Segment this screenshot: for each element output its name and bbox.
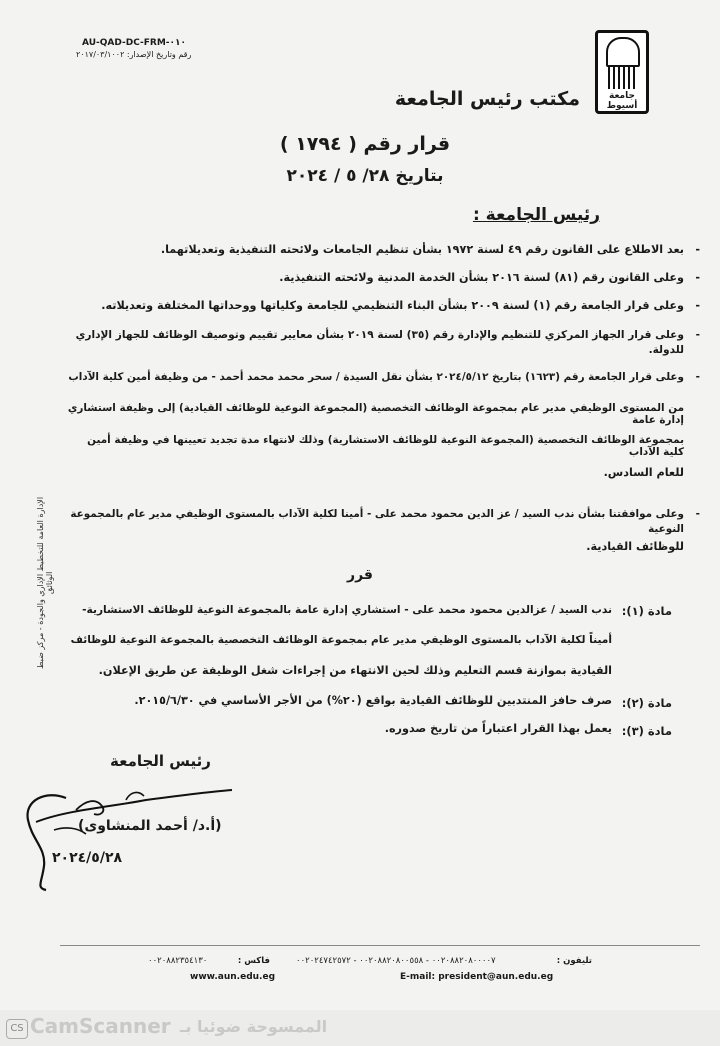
preamble-text: وعلى قرار الجامعة رقم (١) لسنة ٢٠٠٩ بشأن البناء التنظيمي للجامعة وكلياتها ووحداتها المختلفة وتعديلاته. <box>101 299 684 312</box>
article-text: القيادية بموازنة قسم التعليم وذلك لحين الانتهاء من إجراءات شغل الوظيفة عن طريق الإعلان. <box>98 664 612 677</box>
preamble-continuation: للعام السادس. <box>603 466 684 479</box>
signatory-title: رئيس الجامعة <box>110 752 211 770</box>
preamble-text: وعلى القانون رقم (٨١) لسنة ٢٠١٦ بشأن الخدمة المدنية ولائحته التنفيذية. <box>279 271 684 284</box>
form-code: AU-QAD-DC-FRM-٠١٠ <box>82 38 186 48</box>
article-text: أميناً لكلية الآداب بالمستوى الوظيفي مدير عام بمجموعة الوظائف التخصصية بالمجموعة النوعية للوظائف <box>70 634 612 646</box>
signatory-name: (أ.د/ أحمد المنشاوى) <box>78 818 222 834</box>
camscanner-icon: CS <box>6 1019 28 1039</box>
article-text: صرف حافز المنتدبين للوظائف القيادية بواقع (٢٠%) من الأجر الأساسي في ٢٠١٥/٦/٣٠. <box>134 694 612 707</box>
article-text: يعمل بهذا القرار اعتباراً من تاريخ صدوره. <box>384 722 612 735</box>
preamble-item: - بعد الاطلاع على القانون رقم ٤٩ لسنة ١٩٧٢ بشأن تنظيم الجامعات ولائحته التنفيذية وتعديلاتهما. <box>160 243 700 256</box>
logo-text: جامعة أسيوط <box>606 91 638 111</box>
article-text: ندب السيد / عزالدين محمود محمد على - استشاري إدارة عامة بالمجموعة النوعية للوظائف الاستشارية- <box>82 604 612 616</box>
scanner-watermark <box>0 1010 720 1046</box>
side-margin-note: الإدارة العامة للتخطيط الإداري والجودة - مركز ضبط الوثائق <box>36 496 54 670</box>
preamble-text: وعلى قرار الجهاز المركزي للتنظيم والإدارة رقم (٣٥) لسنة ٢٠١٩ بشأن معايير تقييم وتوصيف الوظائف للجهاز الإداري للدولة. <box>75 329 684 356</box>
preamble-continuation: من المستوى الوظيفي مدير عام بمجموعة الوظائف التخصصية (المجموعة النوعية للوظائف القيادية) إلى وظيفة استشاري إدارة عامة <box>67 402 684 426</box>
footer-divider <box>60 945 700 946</box>
decision-keyword: قرر <box>347 567 373 583</box>
website-url: www.aun.edu.eg <box>190 972 276 982</box>
fax-number: ٠٠٢٠٨٨٢٣٥٤١٣٠ <box>148 956 208 966</box>
decision-number: قرار رقم ( ١٧٩٤ ) <box>279 133 451 155</box>
issue-date: رقم وتاريخ الإصدار: ٢٠١٧/٠٣/١٠٠٢ <box>76 50 192 59</box>
article-label: مادة (٣): <box>621 724 672 738</box>
email-address: E-mail: president@aun.edu.eg <box>400 972 554 982</box>
article-label: مادة (٢): <box>621 696 672 710</box>
handwritten-date: ٢٠٢٤/٥/٢٨ <box>52 850 123 866</box>
preamble-item: - وعلى موافقتنا بشأن ندب السيد / عز الدين محمود محمد على - أمينا لكلية الآداب بالمستوى الوظيفي مدير عام بالمجموعة النوعية <box>70 508 700 535</box>
decision-date: بتاريخ ٢٨/ ٥ / ٢٠٢٤ <box>286 166 444 186</box>
preamble-item: - وعلى قرار الجهاز المركزي للتنظيم والإدارة رقم (٣٥) لسنة ٢٠١٩ بشأن معايير تقييم وتوصيف الوظائف للجهاز الإداري للدولة. <box>75 329 700 356</box>
president-heading: رئيس الجامعة : <box>472 205 600 225</box>
preamble-item: - وعلى القانون رقم (٨١) لسنة ٢٠١٦ بشأن الخدمة المدنية ولائحته التنفيذية. <box>279 271 700 284</box>
preamble-item: - وعلى قرار الجامعة رقم (١٦٢٣) بتاريخ ٢٠٢٤/٥/١٢ بشأن نقل السيدة / سحر محمد محمد أحمد - من وظيفة أمين كلية الآداب <box>68 371 700 383</box>
preamble-item: - وعلى قرار الجامعة رقم (١) لسنة ٢٠٠٩ بشأن البناء التنظيمي للجامعة وكلياتها ووحداتها المختلفة وتعديلاته. <box>101 299 700 312</box>
university-logo <box>595 30 649 114</box>
preamble-continuation: للوظائف القيادية. <box>586 540 684 553</box>
fax-label: فاكس : <box>237 956 270 966</box>
logo-columns-icon <box>608 67 636 89</box>
preamble-continuation: بمجموعة الوظائف التخصصية (المجموعة النوعية للوظائف الاستشارية) وذلك لانتهاء مدة تجديد تعيينها في وظيفة أمين كلية الآداب <box>87 434 684 458</box>
watermark-brand: CamScanner <box>30 1014 171 1038</box>
handwritten-signature <box>6 770 236 900</box>
watermark-arabic: الممسوحة ضوئيا بـ <box>180 1017 328 1036</box>
preamble-text: بعد الاطلاع على القانون رقم ٤٩ لسنة ١٩٧٢ بشأن تنظيم الجامعات ولائحته التنفيذية وتعديلاتهما. <box>160 243 684 256</box>
phone-label: تليفون : <box>556 956 592 966</box>
office-title: مكتب رئيس الجامعة <box>394 88 580 110</box>
preamble-text: وعلى قرار الجامعة رقم (١٦٢٣) بتاريخ ٢٠٢٤/٥/١٢ بشأن نقل السيدة / سحر محمد محمد أحمد - من وظيفة أمين كلية الآداب <box>68 371 684 383</box>
logo-sun-icon <box>606 37 640 67</box>
preamble-text: وعلى موافقتنا بشأن ندب السيد / عز الدين محمود محمد على - أمينا لكلية الآداب بالمستوى الوظيفي مدير عام بالمجموعة النوعية <box>70 508 684 535</box>
article-label: مادة (١): <box>621 604 672 618</box>
phone-numbers: ٠٠٢٠٨٨٢٠٨٠٠٠٠٧ - ٠٠٢٠٨٨٢٠٨٠٠٥٥٨ - ٠٠٢٠٢٤٧٤٢٥٧٢ <box>296 956 496 966</box>
